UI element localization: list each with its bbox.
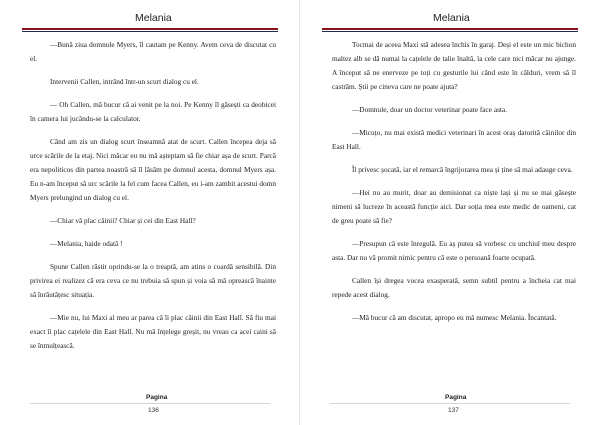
header-rule: [22, 28, 278, 32]
paragraph: Tocmai de aceea Maxi stă adesea închis în garaj. Deși el este un mic bichon maltez alb se dă numai la cațelele de talie înaltă, la cele care nici măcar nu ajunge. A început să ne enerveze pe toți cu gesturile lui când este în călduri, vrem să îl castrăm. Știi pe cineva care ne poate ajuta?: [332, 40, 576, 91]
paragraph: — Oh Callen, mă bucur că ai venit pe la noi. Pe Kenny îl găsești ca deobicei în camera lui jucându-se la calculator.: [30, 100, 276, 123]
paragraph: Intervenii Callen, intrând într-un scurt dialog cu el.: [50, 77, 199, 86]
footer-rule: [330, 403, 570, 404]
paragraph: Când am zis un dialog scurt înseamnă atat de scurt. Callen începea deja să urce scările de la etaj. Nici măcar eu nu mă așteptam să fie chiar așa de scurt. Parcă era nepoliticos din partea noastră să îl lăsăm pe domnul acesta, domnul Myers așa. Eu n-am început să urc scările la fel cum facea Callen, eu i-am zambit acestui domn Myers prelungind un dialog cu el.: [30, 137, 276, 202]
page-footer: [0, 392, 300, 425]
page-footer: [300, 392, 600, 425]
body-text: [30, 38, 276, 362]
paragraph: Îl privesc șocată, iar el remarcă îngrijorarea mea și ține să mai adauge ceva.: [352, 165, 573, 174]
paragraph: —Hei nu au murit, doar au demisionat ca niște lași și nu se mai găsește nimeni să lucreze în această funcție aici. Dar soția mea este medic de oameni, cat de greu poate să fie?: [332, 188, 576, 225]
footer-label: Pagina: [146, 394, 168, 401]
paragraph: —Micuțo, nu mai există medici veterinari în acest oraș datorită câinilor din East Hall.: [332, 128, 576, 151]
paragraph: —Melania, haide odată !: [50, 239, 123, 248]
paragraph: Callen își dregea vocea exasperată, semn subtil pentru a încheia cat mai repede acest dialog.: [332, 276, 576, 299]
paragraph: —Mă bucur că am discutat, apropo eu mă numesc Melania. Încantată.: [352, 313, 557, 322]
paragraph: —Chiar vă plac câinii? Chiar și cei din East Hall?: [50, 216, 196, 225]
page-number: 137: [448, 407, 459, 414]
running-header: Melania: [433, 12, 470, 24]
paragraph: —Mie nu, lui Maxi al meu ar parea că îi plac câinii din East Hall. Să fiu mai exact îi plac cațelele din East Hall. Nu mă înțelege greșit, nu vreau ca acei caini să se înmulțească.: [30, 313, 276, 350]
right-page: [300, 0, 600, 425]
paragraph: —Domnule, doar un doctor veterinar poate face asta.: [352, 105, 507, 114]
page-number: 136: [148, 407, 159, 414]
footer-label: Pagina: [445, 394, 467, 401]
footer-rule: [30, 403, 270, 404]
body-text: [332, 38, 576, 334]
running-header: Melania: [135, 12, 172, 24]
paragraph: Spune Callen răstit oprindu-se la o treaptă, am atins o coardă sensibilă. Din privirea ei realizez că era ceva ce nu trebuia să spun și voia să mă oprească înainte să înrăutățesc situația.: [30, 262, 276, 299]
header-rule: [322, 28, 578, 32]
paragraph: —Presupun că este înregulă. Eu aș putea să vorbesc cu unchiul meu despre asta. Dar nu vă promit nimic pentru că este o persoană foarte ocupată.: [332, 239, 576, 262]
paragraph: —Bună ziua domnule Myers, îl cautam pe Kenny. Avem ceva de discutat cu el.: [30, 40, 276, 63]
